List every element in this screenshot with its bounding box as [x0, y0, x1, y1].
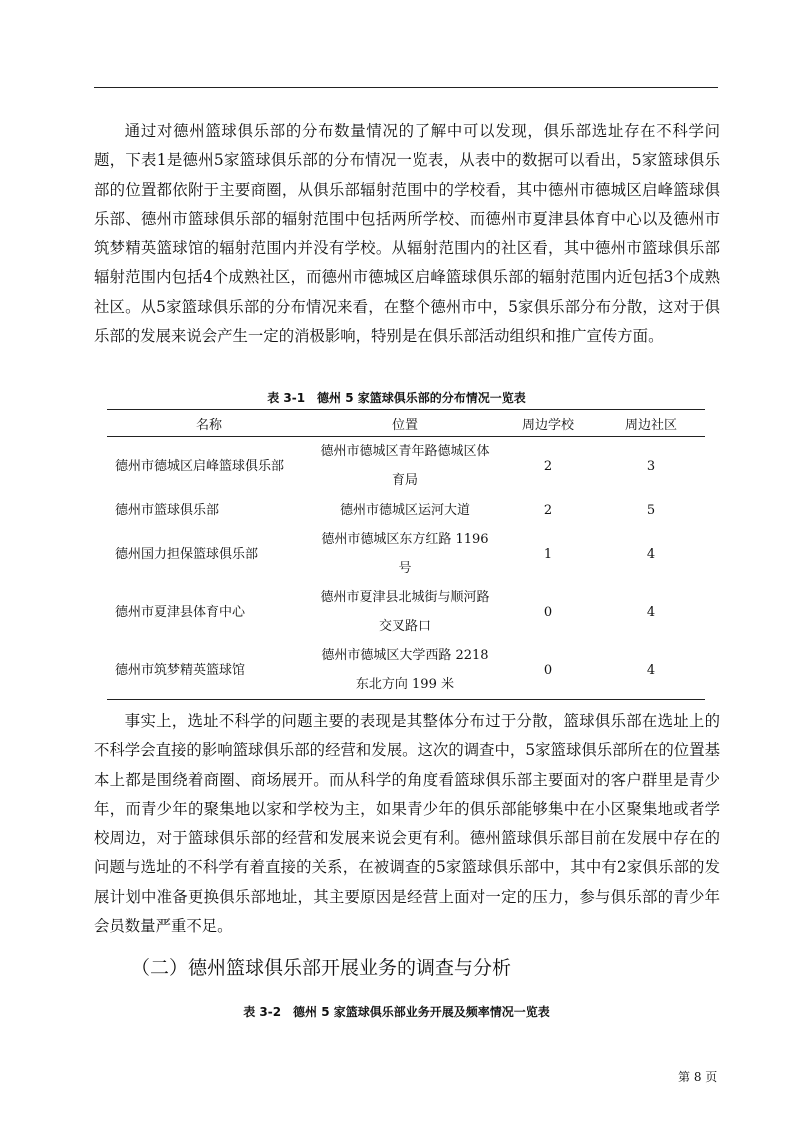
- column-header-name: 名称: [196, 417, 223, 433]
- cell-communities: 4: [646, 546, 656, 562]
- cell-name: 德州国力担保篮球俱乐部: [115, 546, 259, 562]
- page-number: 第 8 页: [678, 1070, 718, 1084]
- header-rule: [94, 87, 718, 88]
- body-paragraph: 通过对德州篮球俱乐部的分布数量情况的了解中可以发现，俱乐部选址存在不科学问题，下表1是德州5家篮球俱乐部的分布情况一览表，从表中的数据可以看出，5家篮球俱乐部的位置都依附于主要商圈，从俱乐部辐射范围中的学校看，其中德州市德城区启峰篮球俱乐部、德州市篮球俱乐部的辐射范围中包括两所学校、而德州市夏津县体育中心以及德州市筑梦精英篮球馆的辐射范围内并没有学校。从辐射范围内的社区看，其中德州市篮球俱乐部辐射范围内包括4个成熟社区，而德州市德城区启峰篮球俱乐部的辐射范围内近包括3个成熟社区。从5家篮球俱乐部的分布情况来看，在整个德州市中，5家俱乐部分布分散，这对于俱乐部的发展来说会产生一定的消极影响，特别是在俱乐部活动组织和推广宣传方面。: [94, 122, 720, 346]
- cell-communities: 5: [646, 502, 656, 518]
- table-row: [107, 495, 705, 525]
- table-row: [107, 525, 705, 583]
- table-header-row: [107, 410, 705, 437]
- cell-communities: 3: [646, 458, 656, 474]
- cell-communities: 4: [646, 662, 656, 678]
- table-row: [107, 583, 705, 641]
- cell-schools: 0: [543, 604, 553, 620]
- cell-schools: 2: [543, 458, 553, 474]
- club-distribution-table: [107, 409, 705, 700]
- cell-schools: 1: [543, 546, 553, 562]
- cell-name: 德州市德城区启峰篮球俱乐部: [115, 458, 285, 474]
- cell-communities: 4: [646, 604, 656, 620]
- table-row: [107, 437, 705, 496]
- cell-schools: 2: [543, 502, 553, 518]
- body-paragraph: 事实上，选址不科学的问题主要的表现是其整体分布过于分散，篮球俱乐部在选址上的不科学会直接的影响篮球俱乐部的经营和发展。这次的调查中，5家篮球俱乐部所在的位置基本上都是围绕着商圈、商场展开。而从科学的角度看篮球俱乐部主要面对的客户群里是青少年，而青少年的聚集地以家和学校为主，如果青少年的俱乐部能够集中在小区聚集地或者学校周边，对于篮球俱乐部的经营和发展来说会更有利。德州篮球俱乐部目前在发展中存在的问题与选址的不科学有着直接的关系，在被调查的5家篮球俱乐部中，其中有2家俱乐部的发展计划中准备更换俱乐部地址，其主要原因是经营上面对一定的压力，参与俱乐部的青少年会员数量严重不足。: [94, 712, 720, 936]
- column-header-communities: 周边社区: [625, 417, 678, 433]
- cell-schools: 0: [543, 662, 553, 678]
- cell-name: 德州市篮球俱乐部: [115, 502, 220, 518]
- cell-location: 德州市德城区东方红路 1196 号: [321, 532, 489, 576]
- cell-location: 德州市夏津县北城街与顺河路交叉路口: [320, 590, 490, 634]
- cell-location: 德州市德城区青年路德城区体育局: [320, 444, 490, 488]
- club-distribution-table-wrapper: [107, 409, 705, 700]
- cell-location: 德州市德城区大学西路 2218 东北方向 199 米: [321, 648, 489, 692]
- cell-location: 德州市德城区运河大道: [339, 502, 470, 518]
- column-header-location: 位置: [391, 417, 418, 433]
- column-header-schools: 周边学校: [521, 417, 574, 433]
- table-caption: 表 3-2 德州 5 家篮球俱乐部业务开展及频率情况一览表: [243, 1005, 550, 1019]
- table-caption: 表 3-1 德州 5 家篮球俱乐部的分布情况一览表: [267, 391, 526, 405]
- table-row: [107, 641, 705, 700]
- cell-name: 德州市夏津县体育中心: [115, 604, 246, 620]
- cell-name: 德州市筑梦精英篮球馆: [115, 662, 246, 678]
- section-heading: （二）德州篮球俱乐部开展业务的调查与分析: [131, 957, 512, 979]
